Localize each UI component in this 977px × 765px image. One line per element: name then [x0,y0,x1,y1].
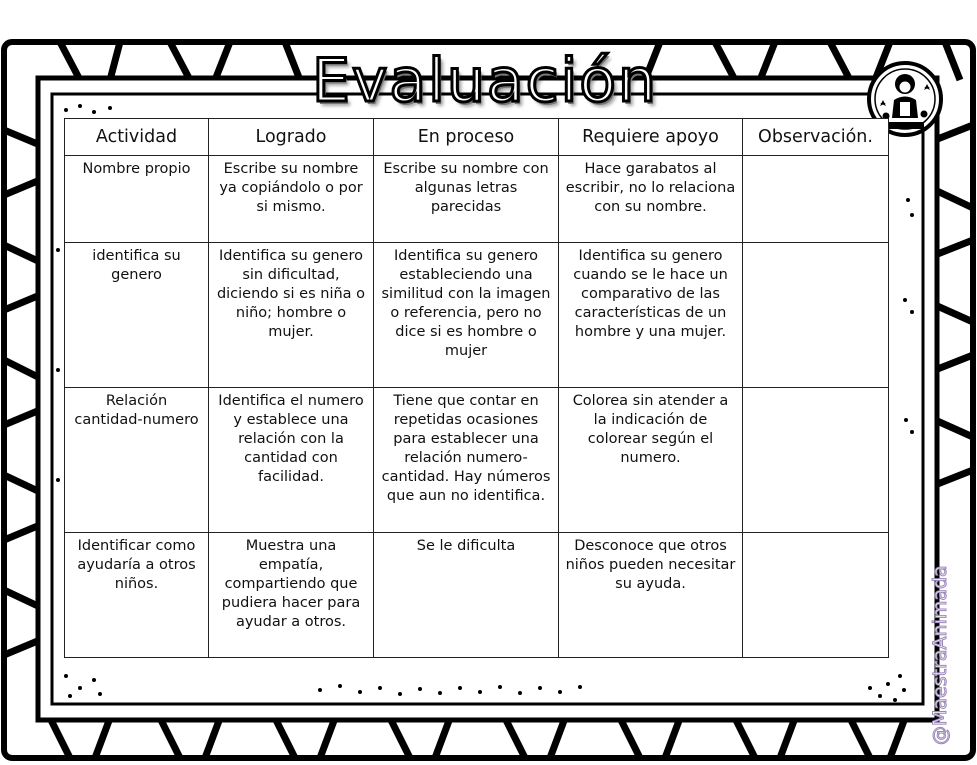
cell-observacion [743,533,889,658]
cell-requiere-apoyo: Colorea sin atender a la indicación de colorear según el numero. [559,387,743,532]
cell-requiere-apoyo: Hace garabatos al escribir, no lo relaciona con su nombre. [559,156,743,243]
cell-requiere-apoyo: Identifica su genero cuando se le hace un comparativo de las características de un hombre y una mujer. [559,242,743,387]
cell-en-proceso: Se le dificulta [374,533,559,658]
header-actividad: Actividad [65,119,209,156]
table-row [65,242,889,387]
cell-en-proceso: Tiene que contar en repetidas ocasiones para establecer una relación numero-cantidad. Hay números que aun no identifica. [374,387,559,532]
cell-observacion [743,156,889,243]
cell-logrado: Identifica su genero sin dificultad, diciendo si es niña o niño; hombre o mujer. [209,242,374,387]
table-header-row [65,119,889,156]
cell-logrado: Escribe su nombre ya copiándolo o por si mismo. [209,156,374,243]
table-row [65,387,889,532]
watermark-text: @MaestraAnimada [929,565,951,745]
table-row [65,156,889,243]
header-observacion: Observación. [743,119,889,156]
header-en-proceso: En proceso [374,119,559,156]
cell-observacion [743,387,889,532]
cell-logrado: Identifica el numero y establece una relación con la cantidad con facilidad. [209,387,374,532]
cell-actividad: Identificar como ayudaría a otros niños. [65,533,209,658]
table-row [65,533,889,658]
header-requiere-apoyo: Requiere apoyo [559,119,743,156]
page-title: Evaluación [311,46,659,116]
header-logrado: Logrado [209,119,374,156]
cell-actividad: Relación cantidad-numero [65,387,209,532]
cell-actividad: Nombre propio [65,156,209,243]
watermark [918,540,958,750]
cell-en-proceso: Identifica su genero estableciendo una similitud con la imagen o referencia, pero no dice si es hombre o mujer [374,242,559,387]
cell-actividad: identifica su genero [65,242,209,387]
evaluation-rubric-table [64,118,889,658]
cell-requiere-apoyo: Desconoce que otros niños pueden necesitar su ayuda. [559,533,743,658]
cell-observacion [743,242,889,387]
cell-logrado: Muestra una empatía, compartiendo que pudiera hacer para ayudar a otros. [209,533,374,658]
cell-en-proceso: Escribe su nombre con algunas letras parecidas [374,156,559,243]
